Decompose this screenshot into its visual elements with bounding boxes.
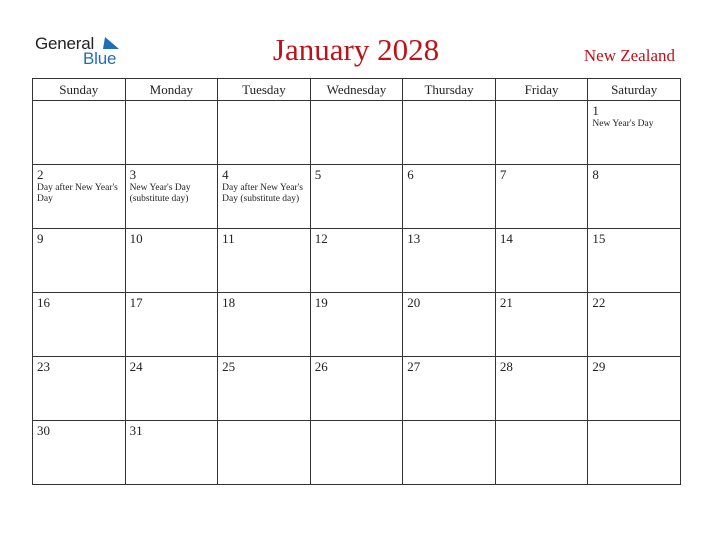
day-number: 2 <box>37 167 44 182</box>
day-cell <box>403 101 496 165</box>
day-number: 18 <box>222 295 236 310</box>
day-number: 3 <box>129 167 137 182</box>
holiday-label <box>33 438 125 439</box>
weekday-header: Sunday <box>33 79 126 101</box>
holiday-label <box>496 246 588 247</box>
day-number: 22 <box>592 295 606 310</box>
holiday-label <box>33 246 125 247</box>
holiday-label <box>311 374 403 375</box>
day-number: 17 <box>129 295 143 310</box>
weekday-header: Thursday <box>403 79 496 101</box>
weekday-header: Saturday <box>588 79 681 101</box>
weekday-header: Monday <box>125 79 218 101</box>
day-number: 25 <box>222 359 236 374</box>
week-row <box>33 421 681 485</box>
week-row <box>33 101 681 165</box>
day-cell <box>33 357 126 421</box>
holiday-label <box>218 310 310 311</box>
logo-word-general: General <box>35 34 95 53</box>
day-cell <box>218 229 311 293</box>
holiday-label: New Year's Day <box>592 119 654 129</box>
day-number: 6 <box>407 167 414 182</box>
holiday-label <box>496 310 588 311</box>
day-cell <box>33 229 126 293</box>
calendar-grid <box>32 78 681 485</box>
day-cell <box>310 293 403 357</box>
week-row <box>33 293 681 357</box>
day-cell <box>310 421 403 485</box>
holiday-label <box>218 246 310 247</box>
day-cell <box>403 165 496 229</box>
holiday-label <box>33 104 125 105</box>
day-cell <box>33 165 126 229</box>
weekday-header: Wednesday <box>310 79 403 101</box>
holiday-label <box>588 424 680 425</box>
holiday-label <box>588 374 680 375</box>
holiday-label <box>496 374 588 375</box>
holiday-label <box>311 246 403 247</box>
day-number: 12 <box>314 231 328 246</box>
day-number: 26 <box>314 359 328 374</box>
day-cell <box>218 357 311 421</box>
day-cell <box>403 421 496 485</box>
day-number: 28 <box>499 359 513 374</box>
day-number: 24 <box>129 359 143 374</box>
day-cell <box>588 229 681 293</box>
week-row <box>33 165 681 229</box>
day-cell <box>310 101 403 165</box>
day-number: 5 <box>314 167 322 182</box>
holiday-label <box>588 182 680 183</box>
day-cell <box>403 293 496 357</box>
logo-word-blue: Blue <box>83 49 117 68</box>
day-number: 11 <box>222 231 235 246</box>
day-cell <box>403 357 496 421</box>
holiday-label <box>403 182 495 183</box>
weekday-header: Friday <box>495 79 588 101</box>
day-number: 20 <box>407 295 421 310</box>
day-cell <box>125 357 218 421</box>
day-cell <box>125 293 218 357</box>
day-cell <box>310 165 403 229</box>
day-cell <box>495 421 588 485</box>
day-number: 29 <box>592 359 606 374</box>
day-number: 19 <box>314 295 328 310</box>
holiday-label <box>403 424 495 425</box>
day-number: 8 <box>592 167 599 182</box>
day-number: 9 <box>37 231 44 246</box>
month-title: January 2028 <box>272 32 440 67</box>
day-cell <box>310 229 403 293</box>
day-number: 15 <box>592 231 606 246</box>
day-number: 31 <box>129 423 143 438</box>
weekday-header-row <box>33 79 681 101</box>
holiday-label <box>126 310 218 311</box>
day-number: 7 <box>499 167 507 182</box>
day-cell <box>495 165 588 229</box>
week-row <box>33 357 681 421</box>
day-cell <box>218 165 311 229</box>
holiday-label <box>33 374 125 375</box>
day-number: 13 <box>407 231 421 246</box>
day-number: 1 <box>592 103 599 118</box>
day-cell <box>33 101 126 165</box>
holiday-label <box>496 104 588 105</box>
day-cell <box>588 421 681 485</box>
day-number: 23 <box>37 359 50 374</box>
day-cell <box>495 357 588 421</box>
holiday-label <box>496 424 588 425</box>
day-cell <box>218 101 311 165</box>
day-number: 4 <box>222 167 229 182</box>
holiday-label <box>588 246 680 247</box>
holiday-label <box>403 104 495 105</box>
holiday-label <box>126 246 218 247</box>
holiday-label <box>311 310 403 311</box>
country-name: New Zealand <box>583 46 675 65</box>
day-cell <box>125 101 218 165</box>
day-cell <box>495 229 588 293</box>
holiday-label <box>311 182 403 183</box>
holiday-label <box>126 374 218 375</box>
holiday-label <box>126 104 218 105</box>
day-number: 21 <box>499 295 513 310</box>
day-cell <box>588 165 681 229</box>
holiday-label: New Year's Day (substitute day) <box>129 183 191 204</box>
day-cell <box>125 421 218 485</box>
holiday-label <box>218 374 310 375</box>
holiday-label: Day after New Year's Day <box>37 183 118 204</box>
holiday-label <box>218 104 310 105</box>
holiday-label <box>496 182 588 183</box>
day-cell <box>33 293 126 357</box>
holiday-label <box>126 438 218 439</box>
day-cell <box>495 293 588 357</box>
day-number: 27 <box>407 359 421 374</box>
day-cell <box>33 421 126 485</box>
holiday-label <box>33 310 125 311</box>
day-cell <box>588 101 681 165</box>
holiday-label <box>588 310 680 311</box>
day-number: 30 <box>37 423 50 438</box>
holiday-label <box>218 424 310 425</box>
day-cell <box>218 293 311 357</box>
day-cell <box>403 229 496 293</box>
day-cell <box>588 357 681 421</box>
day-cell <box>588 293 681 357</box>
holiday-label <box>403 246 495 247</box>
weekday-header: Tuesday <box>218 79 311 101</box>
holiday-label <box>403 374 495 375</box>
holiday-label <box>403 310 495 311</box>
day-number: 10 <box>129 231 143 246</box>
day-cell <box>495 101 588 165</box>
day-cell <box>218 421 311 485</box>
holiday-label <box>311 424 403 425</box>
holiday-label: Day after New Year's Day (substitute day) <box>222 183 303 204</box>
day-cell <box>125 165 218 229</box>
day-number: 14 <box>499 231 513 246</box>
holiday-label <box>311 104 403 105</box>
day-cell <box>125 229 218 293</box>
week-row <box>33 229 681 293</box>
day-cell <box>310 357 403 421</box>
day-number: 16 <box>37 295 50 310</box>
